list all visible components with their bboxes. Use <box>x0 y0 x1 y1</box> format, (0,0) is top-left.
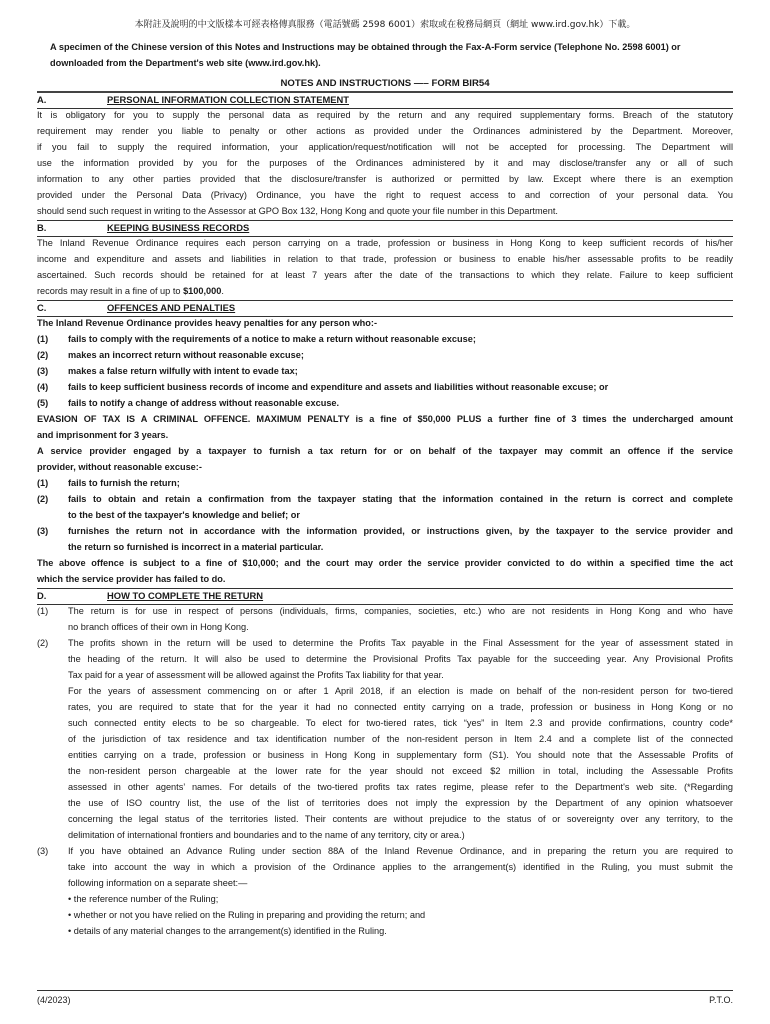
intro-line-2: downloaded from the Department's web site (www.ird.gov.hk). <box>50 58 321 68</box>
instruction-line: Tax paid for a year of assessment will be allowed against the Profits Tax liability for that year. <box>68 670 444 680</box>
offence-item: makes an incorrect return without reasonable excuse; <box>68 350 304 360</box>
instruction-line: take into account the way in which a provision of the Ordinance applies to the arrangement(s) identified in the Ruling, you must submit the <box>68 862 733 872</box>
item-number: (2) <box>37 494 49 504</box>
provider-item: furnishes the return not in accordance with the information provided, or instructions given, by the taxpayer to the service provider and <box>68 526 733 536</box>
closing-line: which the service provider has failed to do. <box>37 574 226 584</box>
paragraph-line: information to any other parties provided that the disclosure/transfer is authorized or permitted by law. Except where there is an exemption <box>37 174 733 184</box>
instruction-line: The return is for use in respect of persons (individuals, firms, companies, societies, etc.) who are not residents in Hong Kong and who have <box>68 606 733 616</box>
paragraph-line: use the information provided by you for the purposes of the Ordinances administered by it and may disclose/transfer any or all of such <box>37 158 733 168</box>
evasion-line: EVASION OF TAX IS A CRIMINAL OFFENCE. MAXIMUM PENALTY is a fine of $50,000 PLUS a further fine of 3 times the undercharged amount <box>37 414 733 424</box>
offence-item: fails to comply with the requirements of a notice to make a return without reasonable excuse; <box>68 334 476 344</box>
records-fine-end: . <box>221 286 224 296</box>
item-number: (3) <box>37 366 49 376</box>
section-title: KEEPING BUSINESS RECORDS <box>107 222 250 233</box>
instruction-line: The profits shown in the return will be used to determine the Profits Tax payable in the Final Assessment for the year of assessment stated in <box>68 638 733 648</box>
paragraph-line: The Inland Revenue Ordinance requires each person carrying on a trade, profession or business in Hong Kong to keep sufficient records of his/her <box>37 238 733 248</box>
form-title: NOTES AND INSTRUCTIONS —– FORM BIR54 <box>280 78 490 89</box>
section-a-heading <box>37 93 733 109</box>
instruction-line: delimitation of international frontiers and boundaries and to the name of any territory, city or area.) <box>68 830 465 840</box>
instruction-line: the heading of the return. It will also be used to determine the Provisional Profits Tax payable for the succeeding year. Any Provisional Profits <box>68 654 733 664</box>
section-title: PERSONAL INFORMATION COLLECTION STATEMENT <box>107 94 350 105</box>
paragraph-line: income and expenditure and assets and liabilities in relation to that trade, profession or business to enable his/her assessable profits to be readily <box>37 254 733 264</box>
paragraph-line: provided under the Personal Data (Privacy) Ordinance, you have the right to request access to and correction of your personal data. You <box>37 190 733 200</box>
chinese-version-note: 本附註及說明的中文版樣本可經表格傳真服務（電話號碼 2598 6001）索取或在稅務局網頁（網址 www.ird.gov.hk）下載。 <box>134 20 636 30</box>
instruction-line: assessed in other agents’ names. For details of the two-tiered profits tax rates regime, please refer to the Department's web site. (*Regarding <box>68 782 733 792</box>
bullet-item: • the reference number of the Ruling; <box>68 894 219 904</box>
section-letter: C. <box>37 302 47 313</box>
section-letter: D. <box>37 590 47 601</box>
section-letter: A. <box>37 94 47 105</box>
provider-item: to the best of the taxpayer's knowledge and belief; or <box>68 510 300 520</box>
item-number: (2) <box>37 638 49 648</box>
provider-item: the return so furnished is incorrect in a material particular. <box>68 542 324 552</box>
closing-line: The above offence is subject to a fine of $10,000; and the court may order the service provider convicted to do within a specified time the act <box>37 558 733 568</box>
item-number: (1) <box>37 334 49 344</box>
paragraph-line: It is obligatory for you to supply the personal data as required by the return and any required supplementary forms. Breach of the statutory <box>37 110 733 120</box>
paragraph-line: should send such request in writing to the Assessor at GPO Box 132, Hong Kong and quote your file number in this Department. <box>37 206 558 216</box>
provider-item: fails to obtain and retain a confirmation from the taxpayer stating that the information contained in the return is correct and complete <box>68 494 733 504</box>
instruction-line: If you have obtained an Advance Ruling under section 88A of the Inland Revenue Ordinance, and in preparing the return you are required to <box>68 846 733 856</box>
item-number: (4) <box>37 382 49 392</box>
penalties-lead: The Inland Revenue Ordinance provides heavy penalties for any person who:- <box>37 318 378 328</box>
section-title: HOW TO COMPLETE THE RETURN <box>107 590 264 601</box>
instruction-line: of the jurisdiction of tax residence and tax identification number of the non-resident person in Item 2.4 and a complete list of the connected <box>68 734 733 744</box>
offence-item: makes a false return wilfully with intent to evade tax; <box>68 366 298 376</box>
item-number: (3) <box>37 846 49 856</box>
instruction-line: following information on a separate sheet:— <box>68 878 248 888</box>
bullet-item: • details of any material changes to the arrangement(s) identified in the Ruling. <box>68 926 387 936</box>
item-number: (5) <box>37 398 49 408</box>
item-number: (1) <box>37 606 49 616</box>
instruction-line: such connected entity elects to be so chargeable. To elect for two-tiered rates, tick “yes” in Item 2.3 and provide confirmations, country code* <box>68 718 733 728</box>
instruction-line: rates, you are required to state that for the year it had no connected entity carrying on a trade, profession or business in Hong Kong or no <box>68 702 733 712</box>
offence-item: fails to notify a change of address without reasonable excuse. <box>68 398 340 408</box>
instruction-line: the use of ISO country list, the use of the list of territories does not imply the expression by the Department of any opinion whatsoever <box>68 798 733 808</box>
instruction-line: entities carrying on a trade, profession or business in Hong Kong in supplementary form (S1). You should note that the Assessable Profits of <box>68 750 733 760</box>
edition-code: (4/2023) <box>37 995 71 1005</box>
instruction-line: no branch offices of their own in Hong Kong. <box>68 622 249 632</box>
instruction-line: the non-resident person chargeable at the lower rate for the year should not exceed $2 million in total, including the Assessable Profits <box>68 766 733 776</box>
evasion-line: and imprisonment for 3 years. <box>37 430 169 440</box>
paragraph-line <box>37 284 733 300</box>
item-number: (1) <box>37 478 49 488</box>
intro-line-1: A specimen of the Chinese version of this Notes and Instructions may be obtained through the Fax-A-Form service (Telephone No. 2598 6001) or <box>50 42 681 52</box>
paragraph-line: if you fail to supply the required information, your application/request/notification will not be accepted for processing. The Department will <box>37 142 733 152</box>
provider-line: provider, without reasonable excuse:- <box>37 462 202 472</box>
bullet-item: • whether or not you have relied on the Ruling in preparing and providing the return; and <box>68 910 426 920</box>
provider-item: fails to furnish the return; <box>68 478 180 488</box>
section-title: OFFENCES AND PENALTIES <box>107 302 236 313</box>
section-b-heading <box>37 221 733 237</box>
instruction-line: concerning the legal status of the territories listed. Their contents are without prejudice to the status of or sovereignty over any territory, to the <box>68 814 733 824</box>
section-d-heading <box>37 589 733 605</box>
footer-rule <box>37 990 733 991</box>
pto-label: P.T.O. <box>709 995 733 1005</box>
offence-item: fails to keep sufficient business records of income and expenditure and assets and liabilities without reasonable excuse; or <box>68 382 609 392</box>
section-letter: B. <box>37 222 47 233</box>
item-number: (3) <box>37 526 49 536</box>
records-fine-amount: $100,000 <box>183 286 222 296</box>
provider-line: A service provider engaged by a taxpayer to furnish a tax return for or on behalf of the taxpayer may commit an offence if the service <box>37 446 733 456</box>
paragraph-line: ascertained. Such records should be retained for at least 7 years after the date of the transactions to which they relate. Failure to keep sufficient <box>37 270 733 280</box>
instruction-line: For the years of assessment commencing on or after 1 April 2018, if an election is made on behalf of the non-resident person for two-tiered <box>68 686 733 696</box>
paragraph-line: requirement may render you liable to penalty or other actions as provided under the Ordinances administered by the Department. Moreover, <box>37 126 733 136</box>
section-c-heading <box>37 301 733 317</box>
item-number: (2) <box>37 350 49 360</box>
records-fine-text: records may result in a fine of up to <box>37 286 184 296</box>
